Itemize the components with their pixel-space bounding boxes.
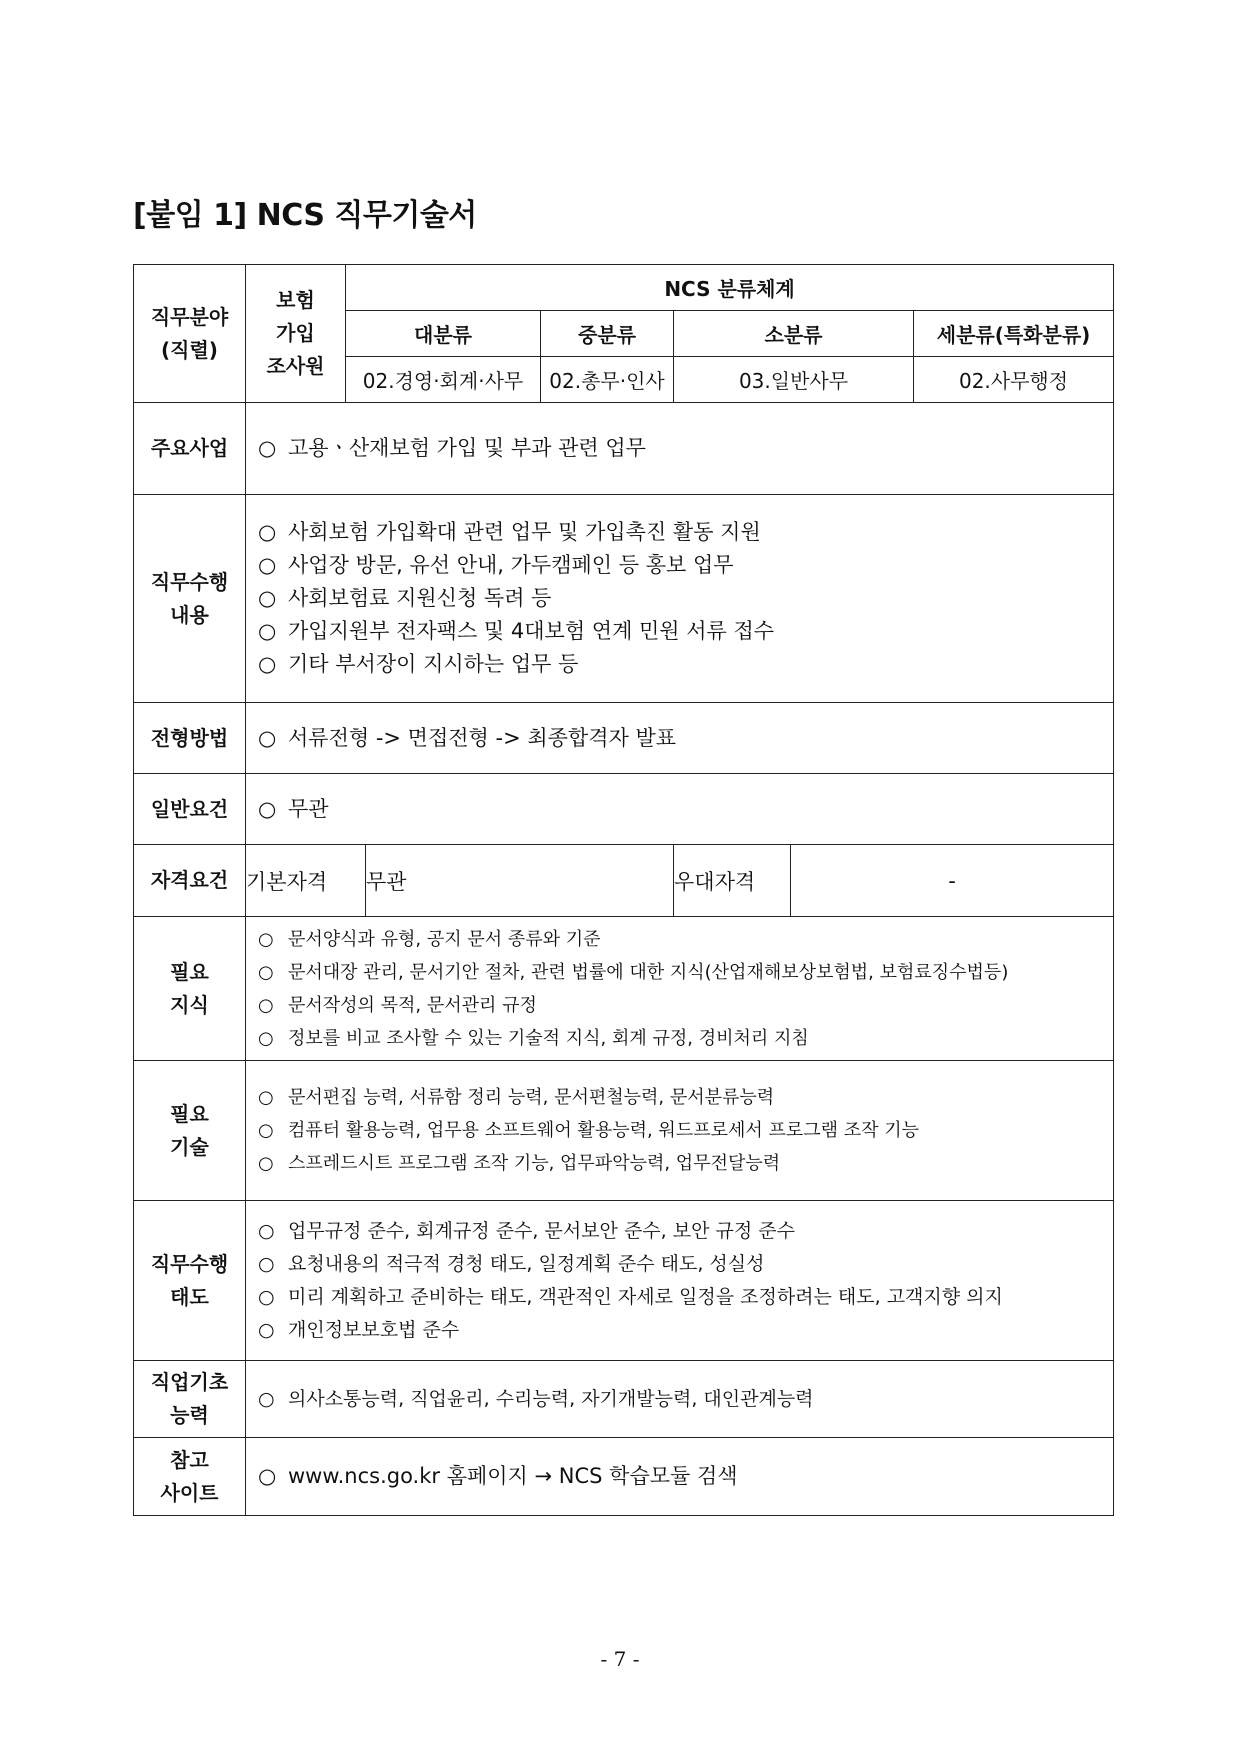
value-detail: 02.사무행정 (914, 357, 1114, 403)
field-label: 직무분야 (150, 304, 229, 329)
page-number: - 7 - (600, 1647, 640, 1671)
position-cell (246, 265, 346, 403)
selection-content (246, 703, 1114, 774)
list-item: ○ 기타 부서장이 지시하는 업무 등 (258, 648, 1113, 681)
row-label-knowledge: 필요 지식 (134, 917, 246, 1061)
skills-content (246, 1061, 1114, 1201)
field-label-cell (134, 265, 246, 403)
list-item: ○ 요청내용의 적극적 경청 태도, 일정계획 준수 태도, 성실성 (258, 1248, 1113, 1281)
general-content (246, 774, 1114, 845)
list-item: ○ 사회보험 가입확대 관련 업무 및 가입촉진 활동 지원 (258, 516, 1113, 549)
preferred-qualification-value: - (791, 845, 1114, 917)
main-business-content (246, 403, 1114, 495)
circle-bullet-icon: ○ (258, 1027, 274, 1049)
position-line: 보험 (276, 288, 315, 312)
list-item: ○ 가입지원부 전자팩스 및 4대보험 연계 민원 서류 접수 (258, 615, 1113, 648)
circle-bullet-icon: ○ (258, 619, 277, 643)
duties-content (246, 495, 1114, 703)
list-item: ○ 의사소통능력, 직업윤리, 수리능력, 자기개발능력, 대인관계능력 (258, 1383, 1113, 1416)
row-label-attitude: 직무수행 태도 (134, 1201, 246, 1361)
list-item: ○ 문서양식과 유형, 공지 문서 종류와 기준 (258, 923, 1113, 956)
reference-content (246, 1438, 1114, 1516)
attitude-content (246, 1201, 1114, 1361)
circle-bullet-icon: ○ (258, 1120, 274, 1141)
list-item: ○ 문서작성의 목적, 문서관리 규정 (258, 989, 1113, 1022)
list-item: ○ 무관 (258, 793, 1113, 826)
basic-ability-content (246, 1361, 1114, 1438)
circle-bullet-icon: ○ (258, 1219, 275, 1242)
circle-bullet-icon: ○ (258, 1464, 277, 1488)
circle-bullet-icon: ○ (258, 1318, 275, 1341)
value-minor: 03.일반사무 (674, 357, 914, 403)
list-item: ○ 고용ㆍ산재보험 가입 및 부과 관련 업무 (258, 432, 1113, 465)
row-label-duties: 직무수행 내용 (134, 495, 246, 703)
list-item: ○ 정보를 비교 조사할 수 있는 기술적 지식, 회계 규정, 경비처리 지침 (258, 1022, 1113, 1055)
list-item: ○ 문서편집 능력, 서류함 정리 능력, 문서편철능력, 문서분류능력 (258, 1081, 1113, 1114)
list-item (258, 1460, 1113, 1493)
value-middle: 02.총무·인사 (541, 357, 674, 403)
circle-bullet-icon: ○ (258, 553, 277, 577)
circle-bullet-icon: ○ (258, 725, 277, 750)
field-label-sub: (직렬) (161, 337, 218, 362)
basic-qualification-label: 기본자격 (246, 845, 366, 917)
row-label-main-business: 주요사업 (134, 403, 246, 495)
reference-link-text: www.ncs.go.kr 홈페이지 → NCS 학습모듈 검색 (288, 1464, 738, 1488)
circle-bullet-icon: ○ (258, 1285, 275, 1308)
list-item: ○ 사회보험료 지원신청 독려 등 (258, 582, 1113, 615)
row-label-selection: 전형방법 (134, 703, 246, 774)
column-header-detail: 세분류(특화분류) (914, 311, 1114, 357)
list-item: ○ 미리 계획하고 준비하는 태도, 객관적인 자세로 일정을 조정하려는 태도, 고객지향 의지 (258, 1281, 1113, 1314)
list-item: ○ 스프레드시트 프로그램 조작 기능, 업무파악능력, 업무전달능력 (258, 1147, 1113, 1180)
row-label-general: 일반요건 (134, 774, 246, 845)
circle-bullet-icon: ○ (258, 436, 277, 460)
column-header-middle: 중분류 (541, 311, 674, 357)
circle-bullet-icon: ○ (258, 1387, 275, 1410)
page-title: [붙임 1] NCS 직무기술서 (133, 198, 477, 233)
ncs-classification-header: NCS 분류체계 (346, 265, 1114, 311)
knowledge-content (246, 917, 1114, 1061)
circle-bullet-icon: ○ (258, 586, 277, 610)
job-description-table (133, 264, 1114, 1516)
circle-bullet-icon: ○ (258, 1153, 274, 1174)
column-header-major: 대분류 (346, 311, 541, 357)
circle-bullet-icon: ○ (258, 994, 274, 1016)
basic-qualification-value: 무관 (366, 845, 674, 917)
preferred-qualification-label: 우대자격 (674, 845, 791, 917)
circle-bullet-icon: ○ (258, 928, 274, 950)
circle-bullet-icon: ○ (258, 961, 274, 983)
value-major: 02.경영·회계·사무 (346, 357, 541, 403)
circle-bullet-icon: ○ (258, 520, 277, 544)
list-item: ○ 업무규정 준수, 회계규정 준수, 문서보안 준수, 보안 규정 준수 (258, 1215, 1113, 1248)
position-line: 가입 (276, 321, 315, 345)
position-line: 조사원 (266, 354, 325, 378)
circle-bullet-icon: ○ (258, 796, 277, 821)
row-label-skills: 필요 기술 (134, 1061, 246, 1201)
list-item: ○ 사업장 방문, 유선 안내, 가두캠페인 등 홍보 업무 (258, 549, 1113, 582)
row-label-reference: 참고 사이트 (134, 1438, 246, 1516)
list-item: ○ 문서대장 관리, 문서기안 절차, 관련 법률에 대한 지식(산업재해보상보험법, 보험료징수법등) (258, 956, 1113, 989)
list-item: ○ 컴퓨터 활용능력, 업무용 소프트웨어 활용능력, 워드프로세서 프로그램 조작 기능 (258, 1114, 1113, 1147)
circle-bullet-icon: ○ (258, 1087, 274, 1108)
row-label-qualification: 자격요건 (134, 845, 246, 917)
circle-bullet-icon: ○ (258, 1252, 275, 1275)
row-label-basic-ability: 직업기초 능력 (134, 1361, 246, 1438)
column-header-minor: 소분류 (674, 311, 914, 357)
list-item: ○ 서류전형 -> 면접전형 -> 최종합격자 발표 (258, 722, 1113, 755)
circle-bullet-icon: ○ (258, 652, 277, 676)
list-item: ○ 개인정보보호법 준수 (258, 1314, 1113, 1347)
